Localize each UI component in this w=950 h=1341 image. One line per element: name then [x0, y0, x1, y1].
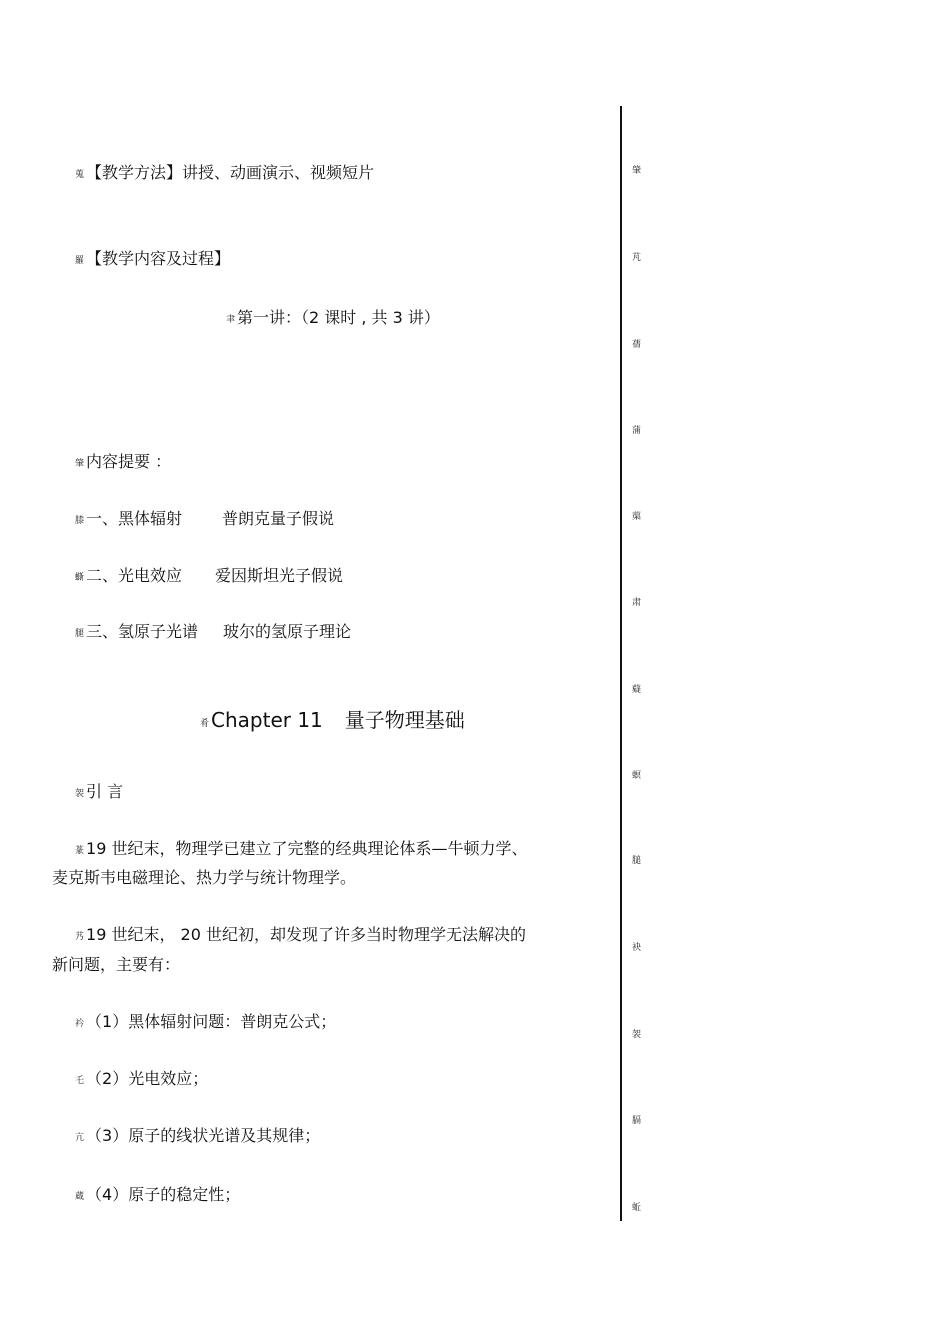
margin-mark: 薿	[632, 685, 642, 695]
teaching-content-line	[75, 249, 230, 271]
teaching-method-text: 【教学方法】讲授、动画演示、视频短片	[86, 163, 375, 182]
paragraph-2-text: 19 世纪末， 20 世纪初，却发现了许多当时物理学无法解决的	[86, 925, 526, 944]
intro-heading	[75, 782, 123, 804]
problem-item	[75, 1185, 240, 1207]
margin-mark: 膇	[632, 856, 642, 866]
margin-mark: 芃	[632, 253, 642, 263]
line-mark: 艿	[75, 932, 85, 942]
problem-text: （4）原子的稳定性；	[86, 1185, 241, 1204]
teaching-content-text: 【教学内容及过程】	[86, 249, 231, 268]
margin-mark: 肃	[632, 598, 642, 608]
line-mark: 袈	[75, 789, 85, 799]
problem-item	[75, 1069, 208, 1091]
summary-item	[75, 566, 343, 588]
paragraph-2-line-1	[75, 925, 526, 947]
line-mark: 亢	[75, 1133, 85, 1143]
intro-text: 引 言	[86, 782, 124, 801]
summary-item	[75, 509, 334, 531]
problem-item	[75, 1126, 320, 1148]
chapter-label: Chapter 11	[211, 708, 323, 732]
problem-text: （2）光电效应；	[86, 1069, 209, 1088]
paragraph-2-line-2	[52, 955, 180, 975]
lecture-text: 第一讲：（2 课时 , 共 3 讲）	[237, 308, 440, 327]
line-mark: 膝	[75, 516, 85, 526]
line-mark: 腿	[75, 629, 85, 639]
line-mark: 蒐	[75, 170, 85, 180]
line-mark: 聿	[226, 315, 236, 325]
margin-mark: 膈	[632, 1116, 642, 1126]
paragraph-2-text: 新问题，主要有：	[52, 955, 181, 974]
lecture-line	[226, 308, 440, 330]
summary-item-theory: 普朗克量子假说	[222, 509, 335, 528]
paragraph-1-line-1	[75, 839, 527, 861]
line-mark: 乇	[75, 1076, 85, 1086]
problem-text: （1）黑体辐射问题：普朗克公式；	[86, 1012, 337, 1031]
margin-mark: 袈	[632, 1030, 642, 1040]
summary-title-line	[75, 452, 171, 474]
margin-mark: 蚯	[632, 1203, 642, 1213]
paragraph-1-text: 19 世纪末，物理学已建立了完整的经典理论体系—牛顿力学、	[86, 839, 528, 858]
margin-mark: 肇	[632, 166, 642, 176]
line-mark: 肴	[200, 719, 210, 729]
margin-mark: 袂	[632, 943, 642, 953]
summary-item-theory: 爱因斯坦光子假说	[215, 566, 344, 585]
summary-title-text: 内容提要 ：	[86, 452, 172, 471]
paragraph-1-line-2	[52, 868, 356, 888]
summary-item-topic: 三、氢原子光谱	[86, 622, 199, 641]
teaching-method-line	[75, 163, 374, 185]
line-mark: 肇	[75, 459, 85, 469]
line-mark: 羅	[75, 256, 85, 266]
summary-item	[75, 622, 351, 644]
line-mark: 蟖	[75, 573, 85, 583]
summary-item-topic: 一、黑体辐射	[86, 509, 183, 528]
margin-mark: 蒲	[632, 426, 642, 436]
chapter-heading	[200, 707, 465, 737]
margin-mark: 螟	[632, 771, 642, 781]
problem-text: （3）原子的线状光谱及其规律；	[86, 1126, 321, 1145]
margin-divider	[620, 106, 622, 1221]
problem-item	[75, 1012, 336, 1034]
margin-mark: 蒨	[632, 340, 642, 350]
margin-mark: 蕖	[632, 512, 642, 522]
line-mark: 蒃	[75, 846, 85, 856]
paragraph-1-text: 麦克斯韦电磁理论、热力学与统计物理学。	[52, 868, 357, 887]
line-mark: 衿	[75, 1019, 85, 1029]
line-mark: 蔵	[75, 1192, 85, 1202]
chapter-title: 量子物理基础	[344, 708, 465, 732]
summary-item-theory: 玻尔的氢原子理论	[223, 622, 352, 641]
summary-item-topic: 二、光电效应	[86, 566, 183, 585]
